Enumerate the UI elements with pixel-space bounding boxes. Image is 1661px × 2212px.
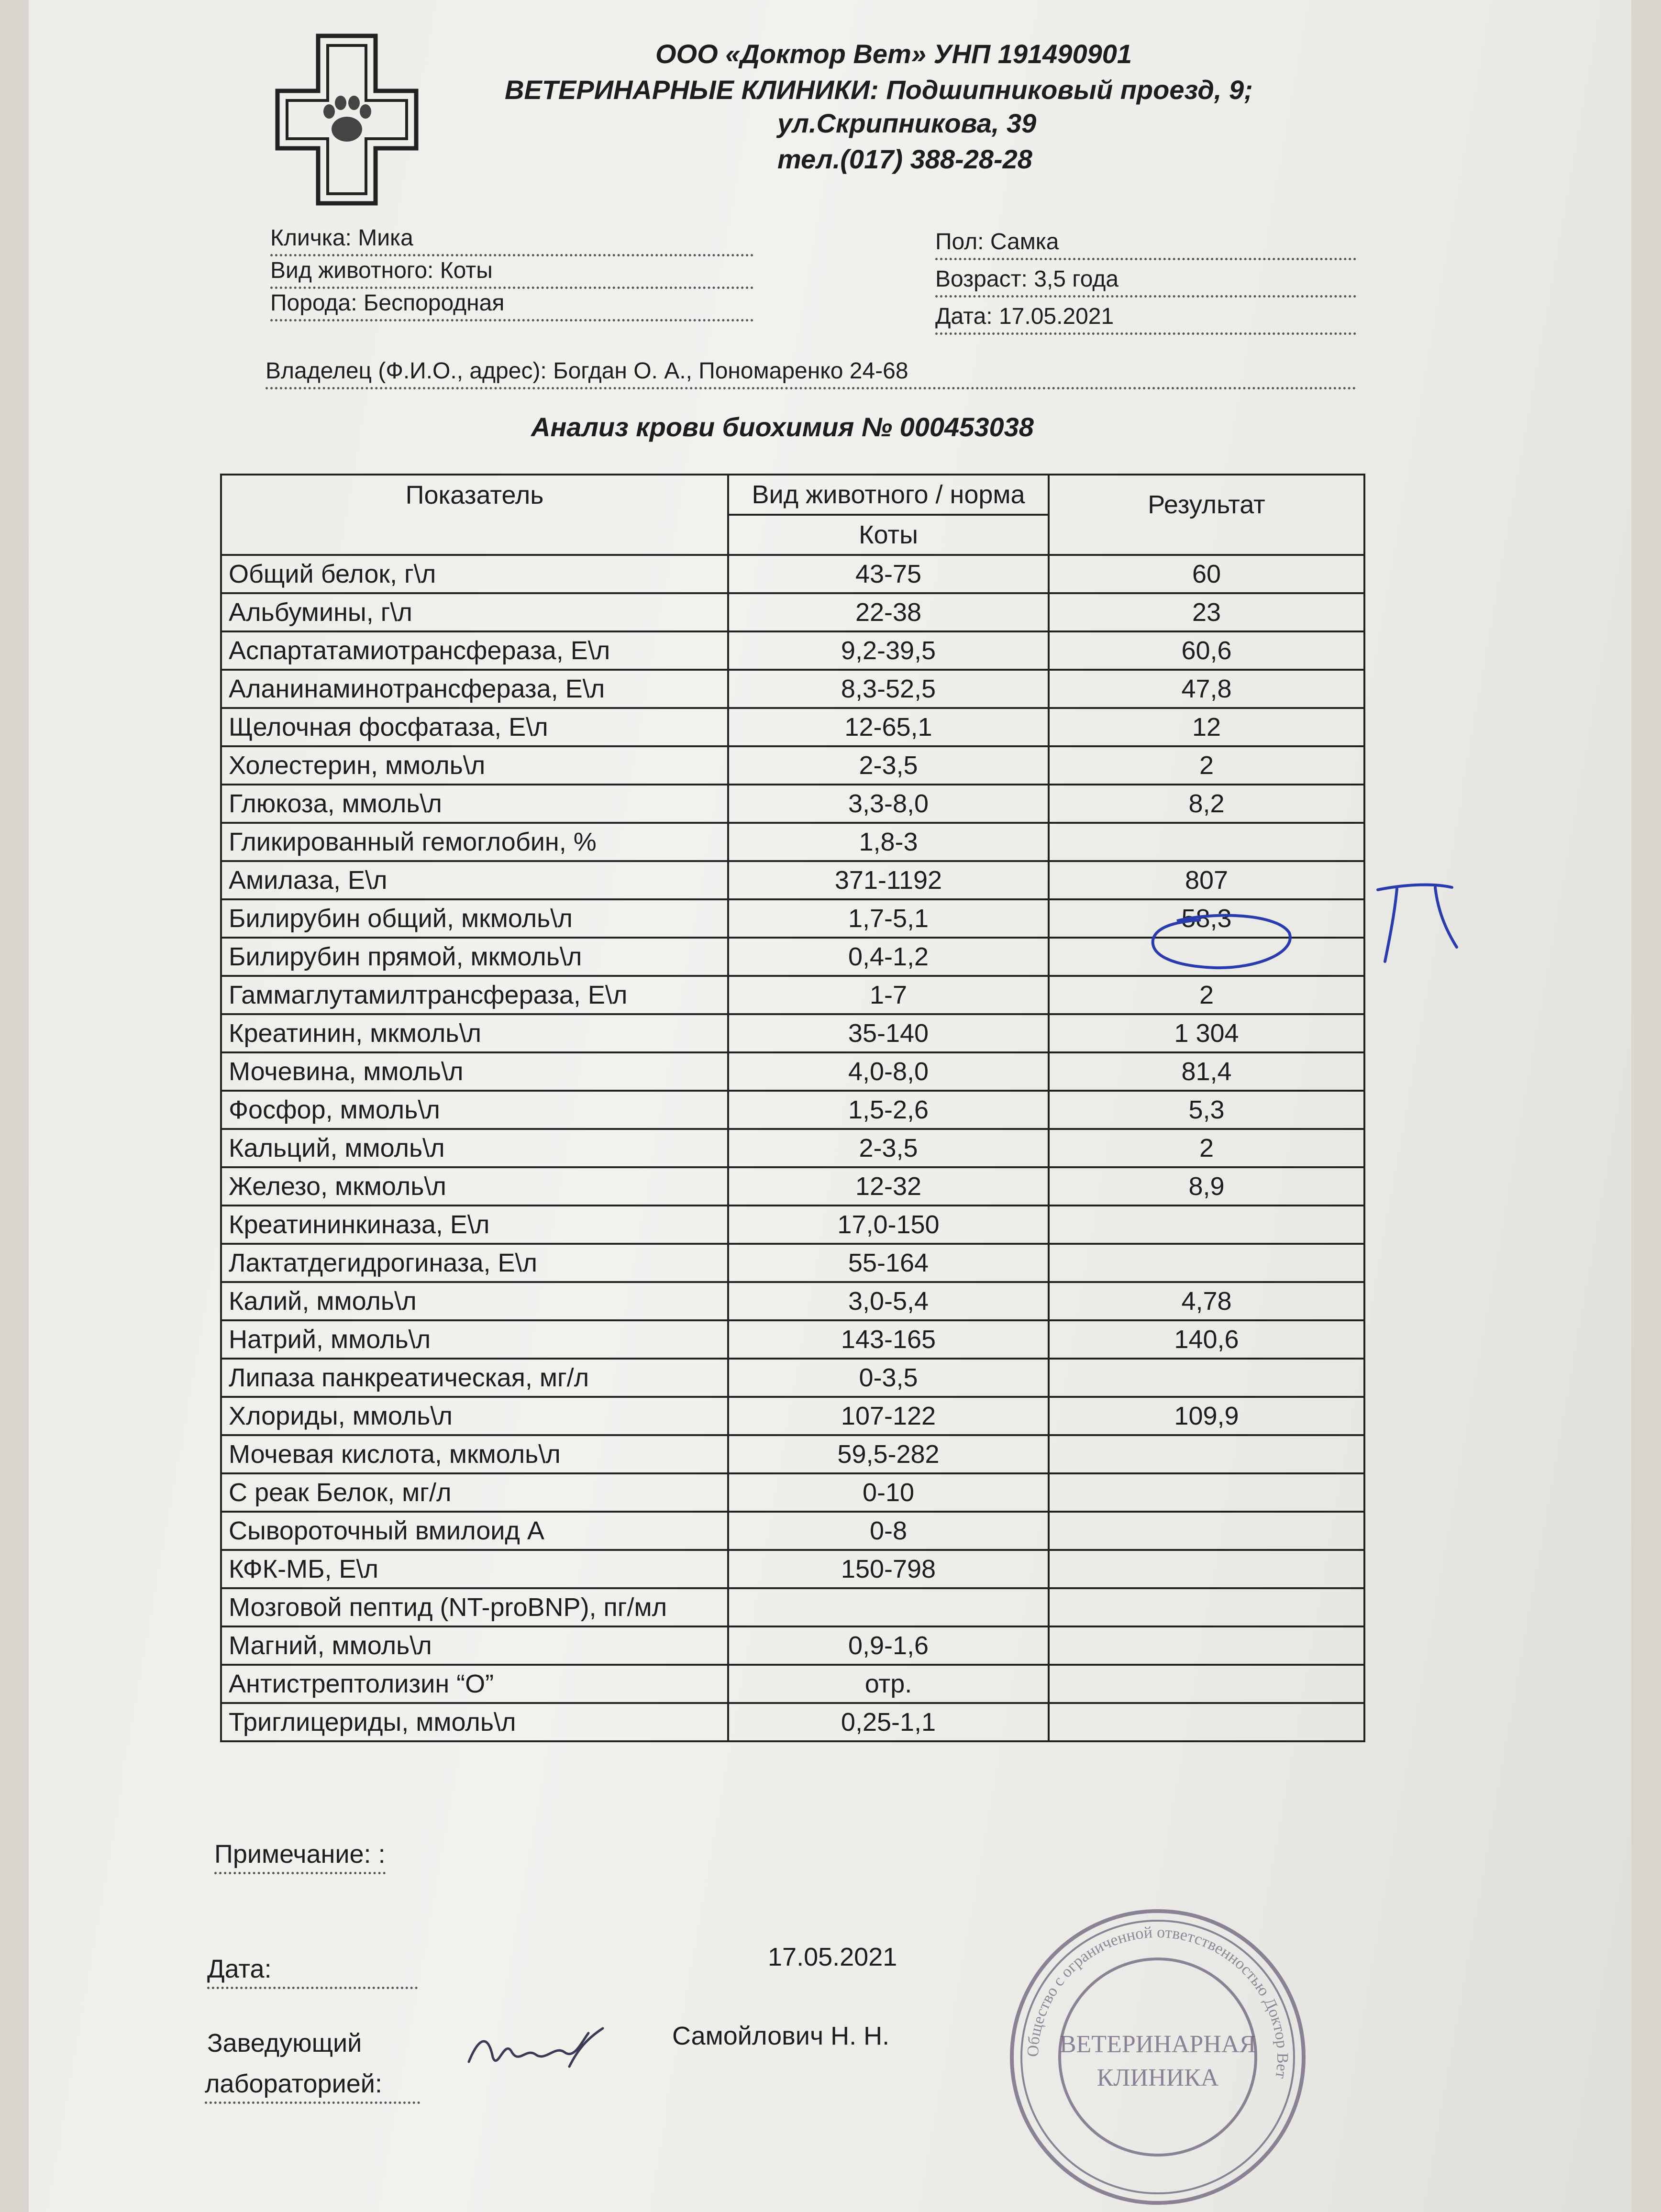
norm-cell: 150-798 — [728, 1550, 1049, 1588]
indicator-cell: Гликированный гемоглобин, % — [221, 823, 728, 861]
result-cell: 2 — [1049, 976, 1364, 1014]
patient-sex: Пол: Самка — [935, 229, 1356, 260]
norm-cell: 0,4-1,2 — [728, 938, 1049, 976]
table-row — [221, 670, 1364, 708]
norm-cell: 2-3,5 — [728, 746, 1049, 785]
patient-name: Кличка: Мика — [270, 225, 753, 256]
result-cell: 60,6 — [1049, 631, 1364, 670]
header-clinics: ВЕТЕРИНАРНЫЕ КЛИНИКИ: Подшипниковый проезд, 9; — [505, 75, 1253, 105]
result-cell: 81,4 — [1049, 1052, 1364, 1091]
header-norm-species: Коты — [728, 515, 1049, 555]
indicator-cell: Железо, мкмоль\л — [221, 1167, 728, 1206]
norm-cell: 59,5-282 — [728, 1435, 1049, 1473]
norm-cell: 3,0-5,4 — [728, 1282, 1049, 1320]
indicator-cell: КФК-МБ, Е\л — [221, 1550, 728, 1588]
result-cell: 8,9 — [1049, 1167, 1364, 1206]
table-row — [221, 1703, 1364, 1741]
signature — [459, 2019, 612, 2081]
indicator-cell: Фосфор, ммоль\л — [221, 1091, 728, 1129]
head-label-line2: лабораторией: — [205, 2069, 420, 2104]
indicator-cell: Липаза панкреатическая, мг/л — [221, 1359, 728, 1397]
result-cell — [1049, 1473, 1364, 1512]
result-cell — [1049, 1512, 1364, 1550]
stamp-ring-text: Общество с ограниченной ответственностью Доктор Вет — [1024, 1923, 1292, 2080]
table-row — [221, 1588, 1364, 1626]
indicator-cell: Щелочная фосфатаза, Е\л — [221, 708, 728, 746]
table-row — [221, 593, 1364, 631]
norm-cell: 22-38 — [728, 593, 1049, 631]
result-cell: 2 — [1049, 1129, 1364, 1167]
results-table — [220, 474, 1365, 1742]
table-row — [221, 785, 1364, 823]
pen-handwritten-mark — [1368, 875, 1464, 966]
result-cell — [1049, 823, 1364, 861]
indicator-cell: Калий, ммоль\л — [221, 1282, 728, 1320]
result-cell — [1049, 1244, 1364, 1282]
indicator-cell: Глюкоза, ммоль\л — [221, 785, 728, 823]
norm-cell: 3,3-8,0 — [728, 785, 1049, 823]
result-cell: 2 — [1049, 746, 1364, 785]
indicator-cell: Мочевая кислота, мкмоль\л — [221, 1435, 728, 1473]
norm-cell: 0-10 — [728, 1473, 1049, 1512]
result-cell: 807 — [1049, 861, 1364, 899]
result-cell: 58,3 — [1049, 899, 1364, 938]
patient-breed: Порода: Беспородная — [270, 290, 753, 321]
header-norm: Вид животного / норма — [728, 475, 1049, 515]
head-label-line1: Заведующий — [207, 2029, 362, 2057]
result-cell — [1049, 1435, 1364, 1473]
indicator-cell: Кальций, ммоль\л — [221, 1129, 728, 1167]
result-cell: 47,8 — [1049, 670, 1364, 708]
table-row — [221, 976, 1364, 1014]
indicator-cell: Хлориды, ммоль\л — [221, 1397, 728, 1435]
result-cell: 8,2 — [1049, 785, 1364, 823]
patient-date: Дата: 17.05.2021 — [935, 303, 1356, 335]
indicator-cell: Аланинаминотрансфераза, Е\л — [221, 670, 728, 708]
norm-cell: 17,0-150 — [728, 1206, 1049, 1244]
table-row — [221, 1091, 1364, 1129]
norm-cell: 0-8 — [728, 1512, 1049, 1550]
table-row — [221, 1167, 1364, 1206]
indicator-cell: Триглицериды, ммоль\л — [221, 1703, 728, 1741]
indicator-cell: Креатинин, мкмоль\л — [221, 1014, 728, 1052]
indicator-cell: Магний, ммоль\л — [221, 1626, 728, 1665]
table-row — [221, 1052, 1364, 1091]
header-result: Результат — [1049, 475, 1364, 555]
result-cell — [1049, 1588, 1364, 1626]
norm-cell: 2-3,5 — [728, 1129, 1049, 1167]
indicator-cell: С реак Белок, мг/л — [221, 1473, 728, 1512]
norm-cell: 0,25-1,1 — [728, 1703, 1049, 1741]
result-cell: 60 — [1049, 555, 1364, 593]
stamp-center-line1: ВЕТЕРИНАРНАЯ — [1059, 2031, 1256, 2058]
norm-cell: 0,9-1,6 — [728, 1626, 1049, 1665]
indicator-cell: Холестерин, ммоль\л — [221, 746, 728, 785]
indicator-cell: Амилаза, Е\л — [221, 861, 728, 899]
date-value: 17.05.2021 — [768, 1943, 897, 1971]
table-row — [221, 1435, 1364, 1473]
table-row — [221, 1550, 1364, 1588]
table-row — [221, 1473, 1364, 1512]
table-row — [221, 1014, 1364, 1052]
indicator-cell: Общий белок, г\л — [221, 555, 728, 593]
norm-cell: 4,0-8,0 — [728, 1052, 1049, 1091]
norm-cell — [728, 1588, 1049, 1626]
pen-circle-mark — [1148, 911, 1296, 973]
table-row — [221, 1206, 1364, 1244]
table-row — [221, 1512, 1364, 1550]
header-phone: тел.(017) 388-28-28 — [777, 144, 1032, 174]
indicator-cell: Гаммаглутамилтрансфераза, Е\л — [221, 976, 728, 1014]
patient-species: Вид животного: Коты — [270, 257, 753, 289]
table-row — [221, 1397, 1364, 1435]
norm-cell: 0-3,5 — [728, 1359, 1049, 1397]
result-cell — [1049, 1359, 1364, 1397]
analysis-title: Анализ крови биохимия № 000453038 — [531, 412, 1034, 442]
norm-cell: 1-7 — [728, 976, 1049, 1014]
table-row — [221, 1626, 1364, 1665]
stamp-center-line2: КЛИНИКА — [1096, 2064, 1219, 2091]
patient-age: Возраст: 3,5 года — [935, 266, 1356, 298]
norm-cell: 9,2-39,5 — [728, 631, 1049, 670]
indicator-cell: Лактатдегидрогиназа, Е\л — [221, 1244, 728, 1282]
norm-cell: отр. — [728, 1665, 1049, 1703]
indicator-cell: Натрий, ммоль\л — [221, 1320, 728, 1359]
norm-cell: 1,5-2,6 — [728, 1091, 1049, 1129]
result-cell: 1 304 — [1049, 1014, 1364, 1052]
norm-cell: 35-140 — [728, 1014, 1049, 1052]
result-cell: 140,6 — [1049, 1320, 1364, 1359]
norm-cell: 1,7-5,1 — [728, 899, 1049, 938]
table-row — [221, 1665, 1364, 1703]
table-row — [221, 1244, 1364, 1282]
result-cell: 12 — [1049, 708, 1364, 746]
table-row — [221, 861, 1364, 899]
norm-cell: 12-32 — [728, 1167, 1049, 1206]
date-label: Дата: — [207, 1954, 418, 1989]
indicator-cell: Мочевина, ммоль\л — [221, 1052, 728, 1091]
indicator-cell: Креатининкиназа, Е\л — [221, 1206, 728, 1244]
clinic-cross-paw-logo — [273, 31, 421, 208]
indicator-cell: Антистрептолизин “О” — [221, 1665, 728, 1703]
table-row — [221, 631, 1364, 670]
indicator-cell: Аспартатамиотрансфераза, Е\л — [221, 631, 728, 670]
result-cell — [1049, 1206, 1364, 1244]
result-cell: 23 — [1049, 593, 1364, 631]
table-row — [221, 823, 1364, 861]
table-row — [221, 1359, 1364, 1397]
result-cell: 5,3 — [1049, 1091, 1364, 1129]
result-cell: 4,78 — [1049, 1282, 1364, 1320]
indicator-cell: Билирубин общий, мкмоль\л — [221, 899, 728, 938]
header-company: ООО «Доктор Вет» УНП 191490901 — [655, 39, 1132, 69]
norm-cell: 43-75 — [728, 555, 1049, 593]
table-row — [221, 708, 1364, 746]
norm-cell: 55-164 — [728, 1244, 1049, 1282]
head-name: Самойлович Н. Н. — [672, 2022, 890, 2050]
indicator-cell: Мозговой пептид (NT-proBNP), пг/мл — [221, 1588, 728, 1626]
patient-owner: Владелец (Ф.И.О., адрес): Богдан О. А., Пономаренко 24-68 — [266, 358, 1356, 389]
result-cell — [1049, 1703, 1364, 1741]
indicator-cell: Сывороточный вмилоид А — [221, 1512, 728, 1550]
norm-cell: 107-122 — [728, 1397, 1049, 1435]
norm-cell: 143-165 — [728, 1320, 1049, 1359]
result-cell — [1049, 1550, 1364, 1588]
clinic-stamp — [1005, 1904, 1311, 2210]
norm-cell: 12-65,1 — [728, 708, 1049, 746]
table-row — [221, 555, 1364, 593]
header-street: ул.Скрипникова, 39 — [777, 108, 1037, 138]
table-header-row — [221, 475, 1364, 515]
indicator-cell: Билирубин прямой, мкмоль\л — [221, 938, 728, 976]
result-cell — [1049, 1626, 1364, 1665]
table-row — [221, 746, 1364, 785]
norm-cell: 8,3-52,5 — [728, 670, 1049, 708]
result-cell — [1049, 1665, 1364, 1703]
note-label: Примечание: : — [214, 1839, 386, 1874]
table-row — [221, 1282, 1364, 1320]
norm-cell: 1,8-3 — [728, 823, 1049, 861]
table-row — [221, 1320, 1364, 1359]
result-cell: 109,9 — [1049, 1397, 1364, 1435]
norm-cell: 371-1192 — [728, 861, 1049, 899]
table-row — [221, 1129, 1364, 1167]
header-indicator: Показатель — [221, 475, 728, 555]
indicator-cell: Альбумины, г\л — [221, 593, 728, 631]
